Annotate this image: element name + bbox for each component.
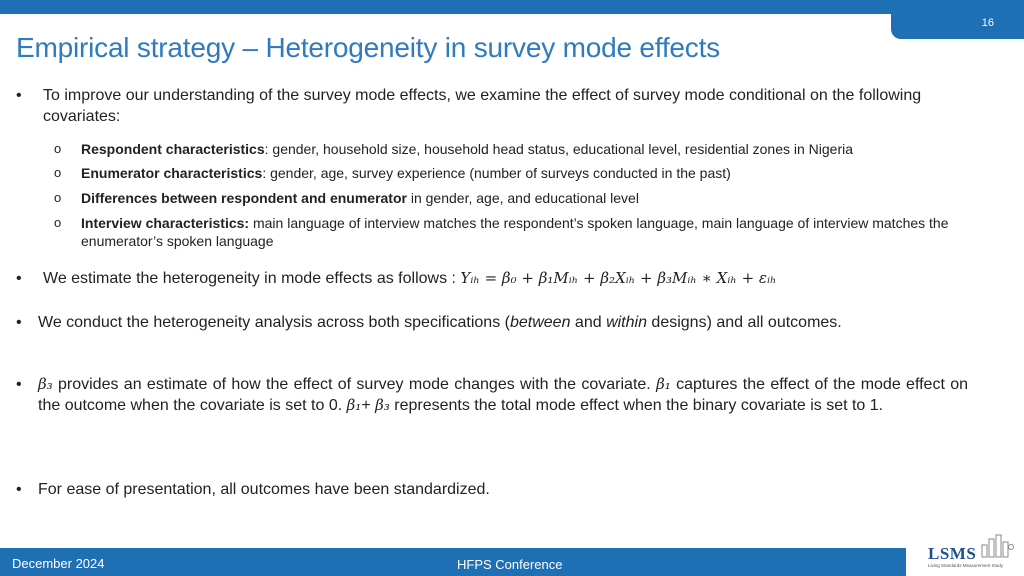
- bullet-marker: •: [16, 270, 22, 287]
- plus-sign: +: [361, 397, 376, 414]
- bullet-4: [16, 374, 968, 416]
- sub-item-bold: Differences between respondent and enumerator: [81, 190, 407, 206]
- bullet-3-text-a: We conduct the heterogeneity analysis across both specifications (: [38, 314, 510, 331]
- beta3-symbol-b: β₃: [375, 396, 390, 414]
- sub-bullet-marker: o: [54, 165, 62, 180]
- bullet-4-text-a: provides an estimate of how the effect of survey mode changes with the covariate.: [52, 376, 657, 393]
- bullet-1-text: To improve our understanding of the survey mode effects, we examine the effect of survey mode conditional on the following covariates:: [43, 87, 922, 125]
- sub-bullet-marker: o: [54, 141, 62, 156]
- footer-date: December 2024: [12, 556, 105, 571]
- sub-item-rest: : gender, age, survey experience (number of surveys conducted in the past): [262, 165, 731, 181]
- between-word: between: [509, 314, 571, 331]
- bullet-marker: •: [16, 314, 22, 331]
- bullet-1: [16, 85, 956, 127]
- bullet-2: [16, 268, 976, 289]
- footer-conference: HFPS Conference: [457, 557, 563, 572]
- logo-subtext: Living Standards Measurement Study: [928, 563, 1004, 568]
- sub-item-bold: Respondent characteristics: [81, 141, 265, 157]
- bullet-3: [16, 312, 976, 333]
- within-word: within: [606, 314, 647, 331]
- bullet-3-text-b: designs) and all outcomes.: [646, 314, 842, 331]
- page-number: 16: [891, 0, 1024, 39]
- sub-bullet-marker: o: [54, 190, 62, 205]
- beta1-symbol-b: β₁: [346, 396, 362, 414]
- sub-item-rest: main language of interview matches the respondent’s spoken language, main language of interview matches the enumerator’s spoken language: [81, 215, 949, 249]
- bullet-2-text: We estimate the heterogeneity in mode effects as follows :: [43, 270, 456, 287]
- beta1-symbol: β₁: [656, 375, 671, 393]
- bullet-3-and: and: [570, 314, 607, 331]
- bullet-5-text: For ease of presentation, all outcomes have been standardized.: [38, 481, 490, 498]
- sub-bullet-marker: o: [54, 215, 62, 230]
- bullet-4-text-b: captures the effect of the mode effect on the outcome when the covariate is set to 0.: [38, 376, 969, 414]
- sub-item-rest: in gender, age, and educational level: [406, 190, 639, 206]
- logo-text: LSMS: [928, 544, 977, 563]
- lsms-logo-icon: [980, 533, 1016, 559]
- bullet-5: [16, 479, 976, 500]
- bullet-marker: •: [16, 87, 22, 104]
- top-bar: [0, 0, 1024, 14]
- bullet-4-text-c: represents the total mode effect when the binary covariate is set to 1.: [389, 397, 884, 414]
- bullet-marker: •: [16, 376, 22, 393]
- regression-equation: Yᵢₕ = β₀ + β₁Mᵢₕ + β₂Xᵢₕ + β₃Mᵢₕ ∗ Xᵢₕ + εᵢₕ: [460, 269, 777, 287]
- bullet-marker: •: [16, 481, 22, 498]
- sub-item-bold: Interview characteristics:: [81, 215, 250, 231]
- sub-item-bold: Enumerator characteristics: [81, 165, 263, 181]
- beta3-symbol: β₃: [38, 375, 53, 393]
- slide-title: Empirical strategy – Heterogeneity in survey mode effects: [16, 32, 720, 63]
- sub-item-rest: : gender, household size, household head status, educational level, residential zones in Nigeria: [264, 141, 854, 157]
